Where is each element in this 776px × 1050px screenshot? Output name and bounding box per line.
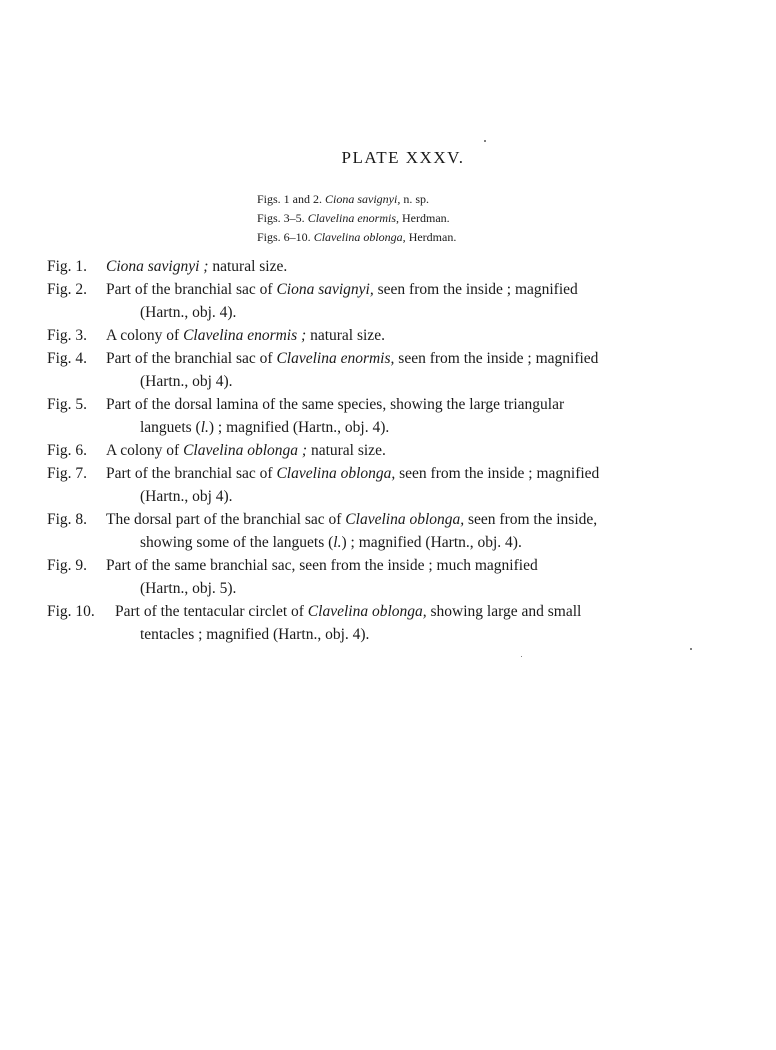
summary-line	[257, 209, 456, 228]
caption-text: tentacles ; magnified (Hartn., obj. 4).	[140, 626, 370, 643]
caption-text: Part of the same branchial sac, seen from the inside ; much magnified	[106, 557, 538, 574]
caption-text: Part of the dorsal lamina of the same species, showing the large triangular	[106, 396, 565, 413]
caption-line	[106, 416, 727, 439]
species-name: Ciona savignyi ;	[106, 258, 209, 275]
figure-number: Fig. 8.	[47, 511, 88, 528]
species-name: Clavelina enormis,	[276, 350, 395, 367]
caption-text: seen from the inside,	[464, 511, 598, 528]
figure-summary	[257, 190, 456, 247]
caption-text: A colony of	[106, 327, 184, 344]
figure-entry	[47, 554, 727, 600]
summary-prefix: Figs. 6–10.	[257, 230, 311, 244]
caption-text: (Hartn., obj. 4).	[140, 304, 237, 321]
figure-entry	[47, 462, 727, 508]
caption-text: seen from the inside ; magnified	[373, 281, 578, 298]
caption-line	[106, 531, 727, 554]
figure-caption	[106, 347, 727, 393]
figure-entry	[47, 600, 727, 646]
figure-number: Fig. 4.	[47, 350, 88, 367]
figure-caption	[106, 554, 727, 600]
figure-number: Fig. 7.	[47, 465, 88, 482]
figure-entry	[47, 278, 727, 324]
summary-line	[257, 228, 456, 247]
caption-text: showing large and small	[426, 603, 582, 620]
caption-text: (Hartn., obj 4).	[140, 488, 233, 505]
figure-entry	[47, 347, 727, 393]
species-name: Clavelina enormis ;	[183, 327, 307, 344]
caption-text: natural size.	[208, 258, 288, 275]
caption-line	[106, 485, 727, 508]
caption-line	[106, 370, 727, 393]
figure-number: Fig. 3.	[47, 327, 88, 344]
caption-line	[115, 623, 727, 646]
caption-text: A colony of	[106, 442, 184, 459]
caption-line	[106, 347, 727, 370]
species-name: Clavelina oblonga,	[307, 603, 427, 620]
figure-number: Fig. 9.	[47, 557, 88, 574]
caption-line	[106, 393, 727, 416]
caption-line	[115, 600, 727, 623]
species-name: Clavelina oblonga ;	[183, 442, 308, 459]
figure-number: Fig. 5.	[47, 396, 88, 413]
species-name: Ciona savignyi,	[276, 281, 374, 298]
figure-caption	[106, 255, 727, 278]
summary-line	[257, 190, 456, 209]
figure-entry	[47, 393, 727, 439]
summary-prefix: Figs. 1 and 2.	[257, 192, 323, 206]
caption-text: ) ; magnified (Hartn., obj. 4).	[208, 419, 390, 436]
caption-text: Part of the tentacular circlet of	[115, 603, 308, 620]
figure-caption	[106, 393, 727, 439]
caption-line	[106, 439, 727, 462]
summary-suffix: n. sp.	[403, 192, 430, 206]
figure-caption	[106, 439, 727, 462]
caption-line	[106, 301, 727, 324]
plate-title: PLATE XXXV.	[341, 148, 465, 167]
figure-number: Fig. 10.	[47, 603, 95, 620]
caption-line	[106, 577, 727, 600]
paper-speck	[690, 648, 692, 650]
caption-line	[106, 508, 727, 531]
species-name: l.	[333, 534, 342, 551]
summary-species: Clavelina oblonga,	[313, 230, 406, 244]
caption-text: showing some of the languets (	[140, 534, 334, 551]
caption-text: Part of the branchial sac of	[106, 281, 277, 298]
caption-text: Part of the branchial sac of	[106, 350, 277, 367]
caption-text: Part of the branchial sac of	[106, 465, 277, 482]
figure-caption	[106, 324, 727, 347]
summary-suffix: Herdman.	[402, 211, 450, 225]
summary-species: Clavelina enormis,	[307, 211, 400, 225]
figure-entry	[47, 255, 727, 278]
summary-suffix: Herdman.	[408, 230, 457, 244]
caption-text: seen from the inside ; magnified	[395, 465, 600, 482]
caption-text: natural size.	[307, 442, 386, 459]
paper-speck	[521, 656, 522, 657]
figure-number: Fig. 6.	[47, 442, 88, 459]
caption-text: seen from the inside ; magnified	[394, 350, 599, 367]
caption-text: (Hartn., obj. 5).	[140, 580, 237, 597]
figure-caption	[115, 600, 727, 646]
figure-caption	[106, 462, 727, 508]
caption-line	[106, 255, 727, 278]
caption-text: The dorsal part of the branchial sac of	[106, 511, 346, 528]
caption-line	[106, 462, 727, 485]
caption-line	[106, 554, 727, 577]
figure-number: Fig. 2.	[47, 281, 88, 298]
caption-line	[106, 324, 727, 347]
caption-text: (Hartn., obj 4).	[140, 373, 233, 390]
summary-species: Ciona savignyi,	[325, 192, 401, 206]
caption-text: ) ; magnified (Hartn., obj. 4).	[341, 534, 522, 551]
figure-caption	[106, 508, 727, 554]
figure-number: Fig. 1.	[47, 258, 88, 275]
figure-entry	[47, 508, 727, 554]
caption-line	[106, 278, 727, 301]
summary-prefix: Figs. 3–5.	[257, 211, 305, 225]
species-name: l.	[200, 419, 209, 436]
caption-text: languets (	[140, 419, 201, 436]
caption-text: natural size.	[306, 327, 385, 344]
species-name: Clavelina oblonga,	[276, 465, 396, 482]
figure-entry	[47, 439, 727, 462]
species-name: Clavelina oblonga,	[345, 511, 465, 528]
figure-caption	[106, 278, 727, 324]
paper-speck	[484, 140, 486, 142]
figure-entry	[47, 324, 727, 347]
figure-explanations	[47, 255, 727, 646]
